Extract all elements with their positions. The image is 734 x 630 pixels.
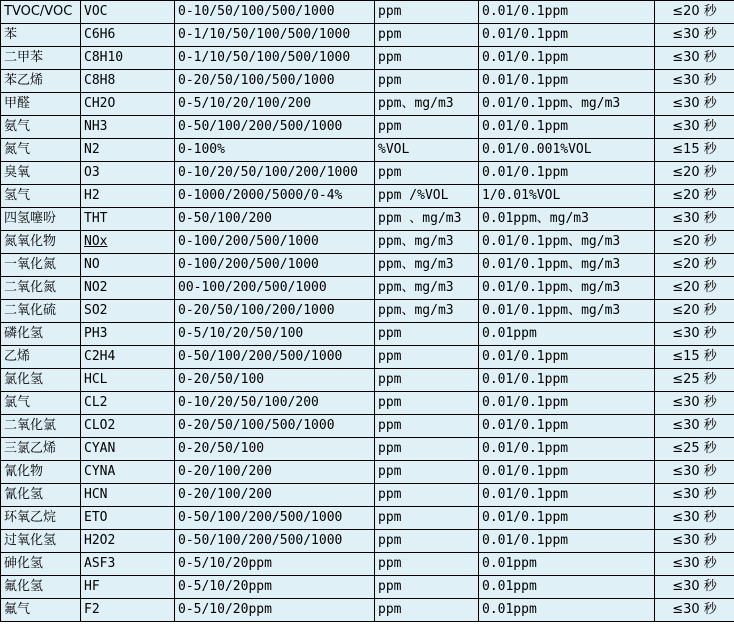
cell-gas-name: 氢气 xyxy=(1,185,81,208)
table-body xyxy=(1,1,734,622)
cell-formula: H2O2 xyxy=(81,530,175,553)
cell-range: 0-20/50/100/200/1000 xyxy=(175,300,375,323)
cell-response-time: ≤30 秒 xyxy=(655,576,734,599)
cell-response-time: ≤30 秒 xyxy=(655,323,734,346)
table-row xyxy=(1,93,734,116)
cell-formula: C8H8 xyxy=(81,70,175,93)
cell-formula: F2 xyxy=(81,599,175,622)
cell-range: 0-100% xyxy=(175,139,375,162)
cell-gas-name: 氰化氢 xyxy=(1,484,81,507)
cell-response-time: ≤30 秒 xyxy=(655,530,734,553)
table-row xyxy=(1,139,734,162)
cell-formula: C6H6 xyxy=(81,24,175,47)
cell-resolution: 0.01/0.1ppm xyxy=(479,24,655,47)
cell-response-time: ≤20 秒 xyxy=(655,1,734,24)
cell-resolution: 0.01/0.1ppm xyxy=(479,530,655,553)
cell-formula: HCN xyxy=(81,484,175,507)
cell-unit: ppm xyxy=(375,553,479,576)
table-row xyxy=(1,438,734,461)
cell-formula: CYAN xyxy=(81,438,175,461)
cell-resolution: 0.01/0.1ppm xyxy=(479,70,655,93)
cell-formula: CYNA xyxy=(81,461,175,484)
cell-range: 0-5/10/20ppm xyxy=(175,576,375,599)
cell-unit: ppm xyxy=(375,47,479,70)
cell-range: 0-100/200/500/1000 xyxy=(175,231,375,254)
cell-gas-name: 氟化氢 xyxy=(1,576,81,599)
cell-response-time: ≤20 秒 xyxy=(655,300,734,323)
table-row xyxy=(1,530,734,553)
cell-gas-name: 氟气 xyxy=(1,599,81,622)
cell-range: 0-50/100/200/500/1000 xyxy=(175,507,375,530)
cell-range: 0-50/100/200/500/1000 xyxy=(175,346,375,369)
cell-unit: ppm xyxy=(375,392,479,415)
cell-resolution: 0.01ppm xyxy=(479,323,655,346)
cell-response-time: ≤30 秒 xyxy=(655,392,734,415)
table-row xyxy=(1,208,734,231)
cell-gas-name: 甲醛 xyxy=(1,93,81,116)
cell-range: 0-10/20/50/100/200 xyxy=(175,392,375,415)
cell-unit: ppm xyxy=(375,116,479,139)
cell-unit: ppm、mg/m3 xyxy=(375,277,479,300)
cell-response-time: ≤30 秒 xyxy=(655,208,734,231)
table-row xyxy=(1,254,734,277)
cell-formula: H2 xyxy=(81,185,175,208)
table-row xyxy=(1,116,734,139)
cell-resolution: 0.01/0.1ppm、mg/m3 xyxy=(479,277,655,300)
cell-resolution: 0.01ppm xyxy=(479,599,655,622)
cell-gas-name: 氨气 xyxy=(1,116,81,139)
cell-range: 0-1/10/50/100/500/1000 xyxy=(175,47,375,70)
cell-gas-name: 一氧化氮 xyxy=(1,254,81,277)
cell-unit: ppm /%VOL xyxy=(375,185,479,208)
cell-resolution: 0.01/0.1ppm、mg/m3 xyxy=(479,231,655,254)
cell-unit: ppm xyxy=(375,323,479,346)
cell-range: 0-50/100/200/500/1000 xyxy=(175,530,375,553)
cell-unit: ppm xyxy=(375,461,479,484)
cell-formula: SO2 xyxy=(81,300,175,323)
cell-resolution: 0.01/0.1ppm、mg/m3 xyxy=(479,300,655,323)
cell-unit: ppm、mg/m3 xyxy=(375,231,479,254)
cell-range: 0-50/100/200/500/1000 xyxy=(175,116,375,139)
cell-unit: ppm xyxy=(375,1,479,24)
cell-formula: ETO xyxy=(81,507,175,530)
cell-resolution: 0.01ppm、mg/m3 xyxy=(479,208,655,231)
cell-resolution: 0.01/0.1ppm xyxy=(479,162,655,185)
cell-resolution: 0.01/0.1ppm xyxy=(479,346,655,369)
cell-formula: ASF3 xyxy=(81,553,175,576)
cell-gas-name: TVOC/VOC xyxy=(1,1,81,24)
cell-resolution: 0.01/0.1ppm xyxy=(479,392,655,415)
cell-response-time: ≤30 秒 xyxy=(655,507,734,530)
cell-gas-name: 苯乙烯 xyxy=(1,70,81,93)
cell-response-time: ≤30 秒 xyxy=(655,553,734,576)
cell-unit: ppm xyxy=(375,530,479,553)
cell-unit: ppm xyxy=(375,24,479,47)
cell-resolution: 0.01/0.1ppm xyxy=(479,369,655,392)
cell-resolution: 0.01/0.1ppm xyxy=(479,116,655,139)
cell-formula: C2H4 xyxy=(81,346,175,369)
cell-range: 0-50/100/200 xyxy=(175,208,375,231)
cell-range: 0-20/100/200 xyxy=(175,461,375,484)
cell-formula: NO2 xyxy=(81,277,175,300)
cell-unit: ppm xyxy=(375,507,479,530)
cell-gas-name: 氮气 xyxy=(1,139,81,162)
cell-gas-name: 砷化氢 xyxy=(1,553,81,576)
cell-gas-name: 乙烯 xyxy=(1,346,81,369)
cell-formula: VOC xyxy=(81,1,175,24)
cell-response-time: ≤20 秒 xyxy=(655,254,734,277)
cell-range: 0-20/50/100/500/1000 xyxy=(175,415,375,438)
cell-unit: ppm xyxy=(375,415,479,438)
cell-response-time: ≤20 秒 xyxy=(655,162,734,185)
cell-formula: CL2 xyxy=(81,392,175,415)
cell-resolution: 0.01/0.1ppm、mg/m3 xyxy=(479,93,655,116)
cell-unit: ppm、mg/m3 xyxy=(375,93,479,116)
cell-unit: ppm xyxy=(375,162,479,185)
cell-resolution: 0.01/0.1ppm xyxy=(479,461,655,484)
cell-resolution: 0.01/0.1ppm xyxy=(479,1,655,24)
cell-response-time: ≤25 秒 xyxy=(655,438,734,461)
cell-gas-name: 过氧化氢 xyxy=(1,530,81,553)
cell-response-time: ≤20 秒 xyxy=(655,185,734,208)
cell-formula: PH3 xyxy=(81,323,175,346)
cell-resolution: 0.01/0.1ppm xyxy=(479,484,655,507)
cell-unit: ppm xyxy=(375,346,479,369)
cell-gas-name: 环氧乙烷 xyxy=(1,507,81,530)
cell-response-time: ≤30 秒 xyxy=(655,415,734,438)
cell-gas-name: 二氧化硫 xyxy=(1,300,81,323)
cell-response-time: ≤15 秒 xyxy=(655,346,734,369)
cell-gas-name: 氮氧化物 xyxy=(1,231,81,254)
cell-unit: %VOL xyxy=(375,139,479,162)
table-row xyxy=(1,277,734,300)
table-row xyxy=(1,323,734,346)
table-row xyxy=(1,231,734,254)
cell-range: 00-100/200/500/1000 xyxy=(175,277,375,300)
cell-resolution: 0.01ppm xyxy=(479,553,655,576)
cell-response-time: ≤25 秒 xyxy=(655,369,734,392)
cell-formula: C8H10 xyxy=(81,47,175,70)
cell-range: 0-10/20/50/100/200/1000 xyxy=(175,162,375,185)
table-row xyxy=(1,346,734,369)
table-row xyxy=(1,185,734,208)
cell-unit: ppm xyxy=(375,576,479,599)
cell-resolution: 0.01/0.001%VOL xyxy=(479,139,655,162)
cell-resolution: 0.01/0.1ppm xyxy=(479,507,655,530)
table-row xyxy=(1,415,734,438)
table-row xyxy=(1,47,734,70)
cell-formula: CH2O xyxy=(81,93,175,116)
table-row xyxy=(1,599,734,622)
table-row xyxy=(1,392,734,415)
cell-range: 0-5/10/20/100/200 xyxy=(175,93,375,116)
cell-range: 0-5/10/20ppm xyxy=(175,599,375,622)
cell-formula xyxy=(81,231,175,254)
cell-response-time: ≤15 秒 xyxy=(655,139,734,162)
cell-range: 0-100/200/500/1000 xyxy=(175,254,375,277)
cell-resolution: 0.01/0.1ppm xyxy=(479,438,655,461)
cell-gas-name: 三氯乙烯 xyxy=(1,438,81,461)
cell-range: 0-5/10/20/50/100 xyxy=(175,323,375,346)
cell-range: 0-20/50/100 xyxy=(175,438,375,461)
cell-gas-name: 苯 xyxy=(1,24,81,47)
table-row xyxy=(1,553,734,576)
cell-unit: ppm xyxy=(375,438,479,461)
table-row xyxy=(1,507,734,530)
cell-resolution: 0.01ppm xyxy=(479,576,655,599)
cell-unit: ppm xyxy=(375,70,479,93)
cell-gas-name: 四氢噻吩 xyxy=(1,208,81,231)
cell-gas-name: 二氧化氮 xyxy=(1,277,81,300)
cell-unit: ppm xyxy=(375,599,479,622)
table-row xyxy=(1,1,734,24)
cell-range: 0-5/10/20ppm xyxy=(175,553,375,576)
cell-formula: O3 xyxy=(81,162,175,185)
cell-response-time: ≤30 秒 xyxy=(655,599,734,622)
cell-unit: ppm xyxy=(375,369,479,392)
cell-formula: N2 xyxy=(81,139,175,162)
cell-resolution: 0.01/0.1ppm xyxy=(479,415,655,438)
cell-formula: THT xyxy=(81,208,175,231)
cell-range: 0-1/10/50/100/500/1000 xyxy=(175,24,375,47)
cell-response-time: ≤20 秒 xyxy=(655,231,734,254)
table-row xyxy=(1,484,734,507)
cell-formula: HCL xyxy=(81,369,175,392)
cell-response-time: ≤30 秒 xyxy=(655,47,734,70)
table-row xyxy=(1,369,734,392)
cell-formula-text: NOx xyxy=(84,234,108,249)
table-row xyxy=(1,300,734,323)
table-row xyxy=(1,162,734,185)
cell-range: 0-20/50/100 xyxy=(175,369,375,392)
cell-unit: ppm、mg/m3 xyxy=(375,254,479,277)
cell-gas-name: 氯气 xyxy=(1,392,81,415)
cell-unit: ppm、mg/m3 xyxy=(375,300,479,323)
cell-response-time: ≤30 秒 xyxy=(655,484,734,507)
cell-response-time: ≤30 秒 xyxy=(655,116,734,139)
cell-gas-name: 氯化氢 xyxy=(1,369,81,392)
cell-resolution: 0.01/0.1ppm、mg/m3 xyxy=(479,254,655,277)
cell-response-time: ≤30 秒 xyxy=(655,70,734,93)
table-row xyxy=(1,70,734,93)
cell-gas-name: 磷化氢 xyxy=(1,323,81,346)
table-row xyxy=(1,24,734,47)
cell-range: 0-20/50/100/500/1000 xyxy=(175,70,375,93)
cell-gas-name: 氰化物 xyxy=(1,461,81,484)
cell-unit: ppm 、mg/m3 xyxy=(375,208,479,231)
cell-response-time: ≤30 秒 xyxy=(655,24,734,47)
cell-formula: NH3 xyxy=(81,116,175,139)
cell-gas-name: 二氧化氯 xyxy=(1,415,81,438)
cell-resolution: 1/0.01%VOL xyxy=(479,185,655,208)
cell-range: 0-20/100/200 xyxy=(175,484,375,507)
cell-formula: HF xyxy=(81,576,175,599)
cell-formula: CLO2 xyxy=(81,415,175,438)
cell-gas-name: 二甲苯 xyxy=(1,47,81,70)
cell-resolution: 0.01/0.1ppm xyxy=(479,47,655,70)
cell-unit: ppm xyxy=(375,484,479,507)
cell-response-time: ≤30 秒 xyxy=(655,93,734,116)
table-row xyxy=(1,461,734,484)
cell-response-time: ≤30 秒 xyxy=(655,461,734,484)
cell-range: 0-1000/2000/5000/0-4% xyxy=(175,185,375,208)
cell-response-time: ≤20 秒 xyxy=(655,277,734,300)
cell-formula: NO xyxy=(81,254,175,277)
cell-range: 0-10/50/100/500/1000 xyxy=(175,1,375,24)
table-row xyxy=(1,576,734,599)
cell-gas-name: 臭氧 xyxy=(1,162,81,185)
